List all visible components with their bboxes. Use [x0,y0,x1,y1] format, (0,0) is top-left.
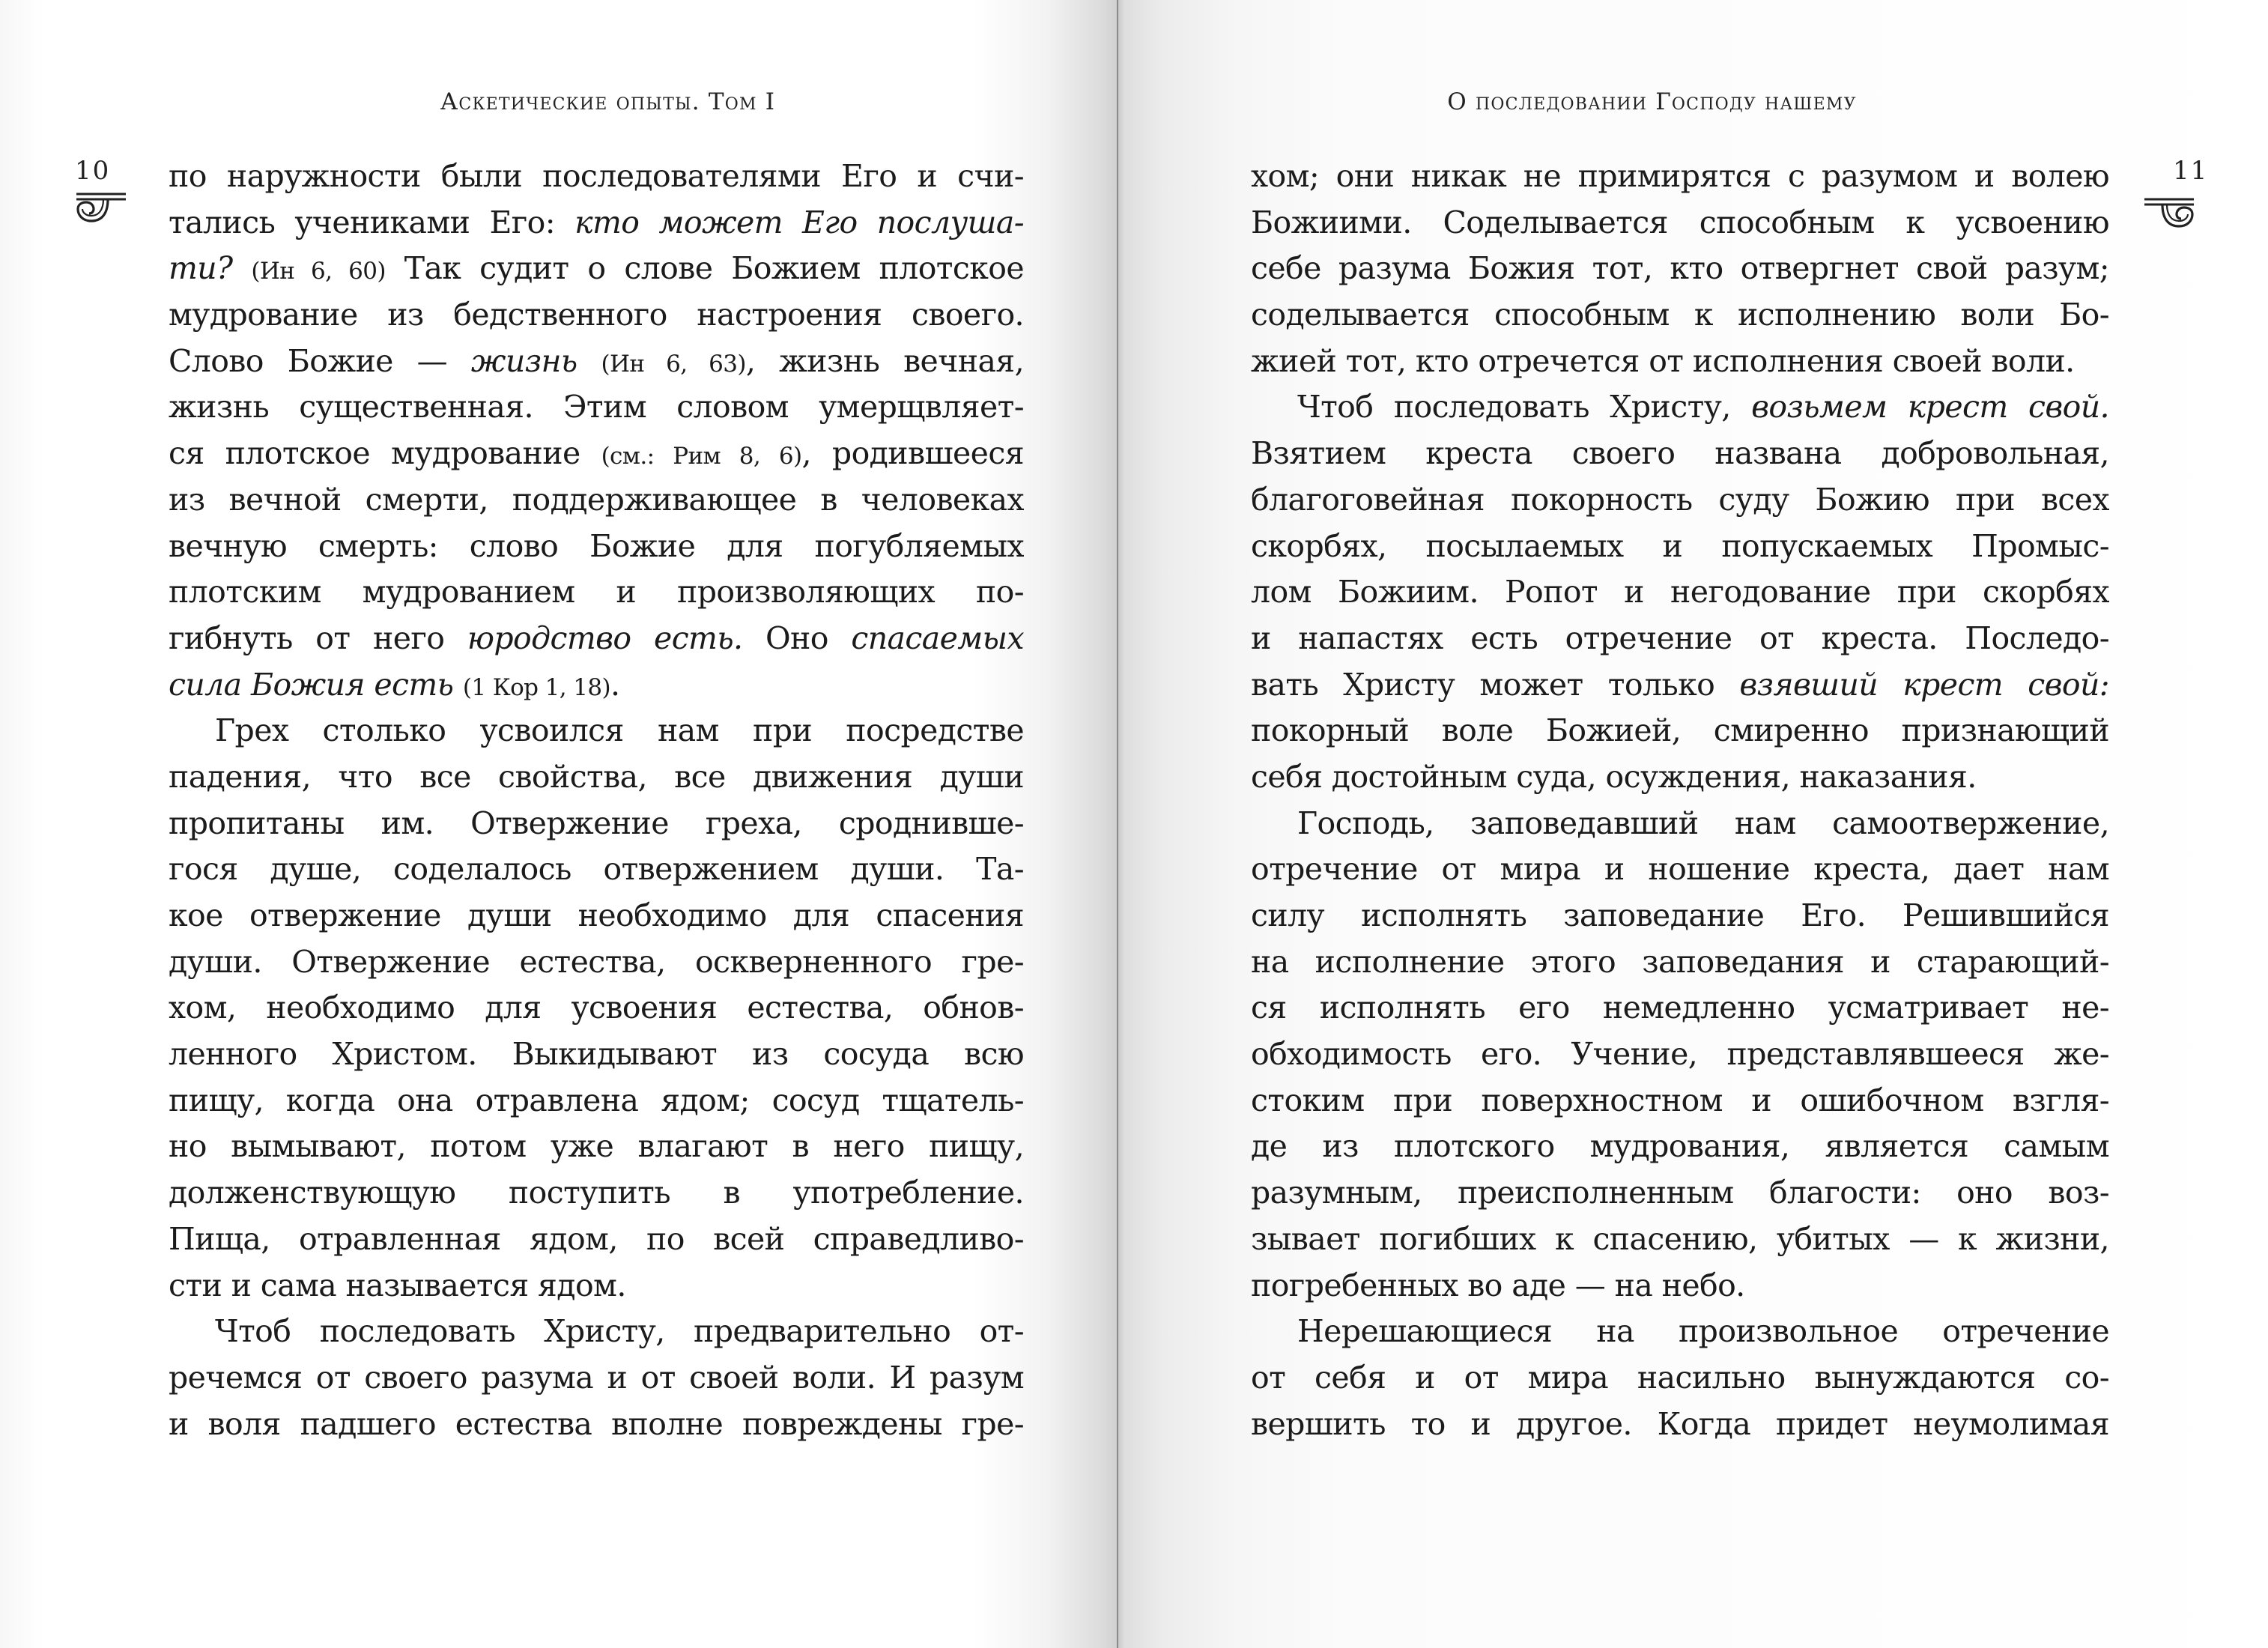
text-segment: Слово Божие — [169,342,471,379]
italic-quote: юродство есть. [467,619,743,656]
text-segment: ленного Христом. Выкидывают из сосуда всю [169,1036,1024,1073]
text-line [1251,477,2109,524]
text-segment [453,667,462,703]
text-line [1251,985,2109,1031]
text-line [1251,939,2109,986]
text-segment: зывает погибших к спасению, убитых — к жизни, [1251,1220,2109,1257]
text-segment: , родившееся [801,435,1024,472]
text-line [1251,662,2109,709]
text-line [1251,1217,2109,1263]
text-line [169,1031,1024,1078]
text-line [1251,801,2109,847]
text-line [169,1170,1024,1217]
text-line [169,431,1024,477]
text-segment [232,250,251,286]
text-segment: де из плотского мудрования, является самым [1251,1128,2109,1165]
text-segment: сти и сама называется ядом. [169,1267,626,1303]
text-line [169,662,1024,709]
text-segment: лом Божиим. Ропот и негодование при скорбях [1251,574,2109,611]
text-line [1251,893,2109,939]
text-line [169,1402,1024,1448]
text-segment: на исполнение этого заповедания и старающий- [1251,943,2109,980]
text-line [1251,1078,2109,1124]
text-segment: покорный воле Божией, смиренно признающий [1251,712,2109,749]
text-segment: хом, необходимо для усвоения естества, обнов- [169,990,1024,1026]
text-line [1251,708,2109,754]
text-line [169,1263,1024,1309]
text-line [1251,200,2109,246]
text-line [1251,384,2109,431]
text-segment: соделывается способным к исполнению воли Бо- [1251,297,2109,333]
page-number: 11 [2173,156,2209,186]
text-segment: Господь, заповедавший нам самоотвержение, [1297,805,2109,841]
text-segment: обходимость его. Учение, представлявшееся же- [1251,1036,2109,1073]
text-segment: Так судит о слове Божием плотское [385,250,1024,287]
text-segment: скорбях, посылаемых и попускаемых Промыс- [1251,527,2109,564]
text-line [169,246,1024,292]
text-line [169,524,1024,570]
text-line [169,200,1024,246]
text-line [1251,1031,2109,1078]
text-segment: из вечной смерти, поддерживающее в человеках [169,481,1024,518]
scripture-reference: (см.: Рим 8, 6) [601,443,802,470]
text-segment: вершить то и другое. Когда придет неумолимая [1251,1405,2109,1442]
italic-quote: ти? [169,250,233,287]
text-segment: . [610,666,620,703]
text-segment: Божиими. Соделывается способным к усвоению [1251,204,2109,240]
text-segment: жизнь существенная. Этим словом умерщвляет- [169,389,1024,425]
text-segment: жией тот, кто отречется от исполнения своей воли. [1251,342,2075,379]
text-line [1251,1263,2109,1309]
text-line [1251,1309,2109,1355]
text-line [169,708,1024,754]
text-line [169,339,1024,385]
text-line [1251,754,2109,801]
text-segment: кое отвержение души необходимо для спасения [169,897,1024,933]
running-head: Аскетические опыты. Том I [440,88,776,115]
text-line [1251,1124,2109,1170]
text-line [169,985,1024,1031]
text-segment: но вымывают, потом уже влагают в него пищу, [169,1128,1024,1165]
text-line [1251,1355,2109,1402]
scripture-reference: (Ин 6, 63) [601,350,746,378]
text-line [1251,846,2109,893]
text-line [169,1124,1024,1170]
text-line [169,154,1024,200]
text-segment: погребенных во аде — на небо. [1251,1267,1745,1303]
text-segment: разумным, преисполненным благости: оно воз- [1251,1175,2109,1211]
left-page [0,0,1118,1648]
italic-quote: взявший крест свой: [1739,666,2109,703]
text-segment: Оно [742,619,852,656]
text-segment: от себя и от мира насильно вынуждаются со- [1251,1359,2109,1396]
text-segment: , жизнь вечная, [745,342,1024,379]
text-segment: долженствующую поступить в употребление. [169,1175,1024,1211]
text-segment: отречение от мира и ношение креста, дает нам [1251,851,2109,888]
text-line [169,939,1024,986]
text-line [169,846,1024,893]
text-line [169,616,1024,662]
text-line [169,1309,1024,1355]
text-segment: плотским мудрованием и произволяющих по- [169,574,1024,611]
text-segment: благоговейная покорность суду Божию при всех [1251,481,2109,518]
text-segment: пищу, когда она отравлена ядом; сосуд тщатель- [169,1082,1024,1118]
scripture-reference: (Ин 6, 60) [251,258,386,285]
text-line [1251,154,2109,200]
italic-quote: кто может Его послуша- [574,204,1024,240]
right-body-text [1251,154,2109,1447]
text-segment: ся плотское мудрование [169,435,601,472]
text-line [169,1355,1024,1402]
text-line [169,1078,1024,1124]
page-number: 10 [75,156,111,186]
text-line [1251,616,2109,662]
italic-quote: спасаемых [851,619,1024,656]
scripture-reference: (1 Кор 1, 18) [462,673,611,701]
text-line [1251,1402,2109,1448]
scroll-flourish-icon [2143,196,2197,231]
text-segment: силу исполнять заповедание Его. Решившийся [1251,897,2109,933]
italic-quote: жизнь [470,342,577,379]
text-segment: тались учениками Его: [169,204,575,240]
text-segment: и воля падшего естества вполне повреждены гре- [169,1405,1024,1442]
text-segment: и напастях есть отречение от креста. Последо- [1251,619,2109,656]
text-line [169,569,1024,616]
running-head: О последовании Господу нашему [1447,88,1857,115]
text-line [169,384,1024,431]
text-segment: Грех столько усвоился нам при посредстве [215,712,1024,749]
text-line [169,893,1024,939]
text-segment: падения, что все свойства, все движения души [169,758,1024,795]
text-segment: речемся от своего разума и от своей воли. И разум [169,1359,1024,1396]
text-segment: Пища, отравленная ядом, по всей справедливо- [169,1220,1024,1257]
text-segment: себе разума Божия тот, кто отвергнет свой разум; [1251,250,2109,287]
left-body-text [169,154,1024,1447]
text-segment: гибнуть от него [169,619,467,656]
text-segment: ся исполнять его немедленно усматривает не- [1251,990,2109,1026]
text-segment: пропитаны им. Отвержение греха, сроднивше- [169,805,1024,841]
text-segment: мудрование из бедственного настроения своего. [169,297,1024,333]
text-segment: гося душе, соделалось отвержением души. Та- [169,851,1024,888]
text-segment: по наружности были последователями Его и счи- [169,158,1024,194]
text-line [1251,569,2109,616]
text-segment: Чтоб последовать Христу, предварительно от- [215,1313,1024,1350]
italic-quote: сила Божия есть [169,666,454,703]
text-line [1251,246,2109,292]
text-line [1251,292,2109,339]
text-line [1251,524,2109,570]
text-segment: вечную смерть: слово Божие для погубляемых [169,527,1024,564]
text-segment: Нерешающиеся на произвольное отречение [1297,1313,2109,1350]
text-line [169,1217,1024,1263]
text-segment: Чтоб последовать Христу, [1297,389,1752,425]
text-segment: Взятием креста своего названа добровольная, [1251,435,2109,472]
text-segment: стоким при поверхностном и ошибочном взгля- [1251,1082,2109,1118]
text-segment [577,343,601,379]
text-line [1251,339,2109,385]
scroll-flourish-icon [73,191,127,225]
text-segment: вать Христу может только [1251,666,1740,703]
text-line [1251,1170,2109,1217]
text-line [169,801,1024,847]
text-segment: души. Отвержение естества, оскверненного гре- [169,943,1024,980]
text-line [169,477,1024,524]
text-line [169,292,1024,339]
text-segment: себя достойным суда, осуждения, наказания. [1251,758,1977,795]
text-line [1251,431,2109,477]
italic-quote: возьмем крест свой. [1751,389,2109,425]
right-page [1118,0,2268,1648]
text-segment: хом; они никак не примирятся с разумом и волею [1251,158,2109,194]
text-line [169,754,1024,801]
